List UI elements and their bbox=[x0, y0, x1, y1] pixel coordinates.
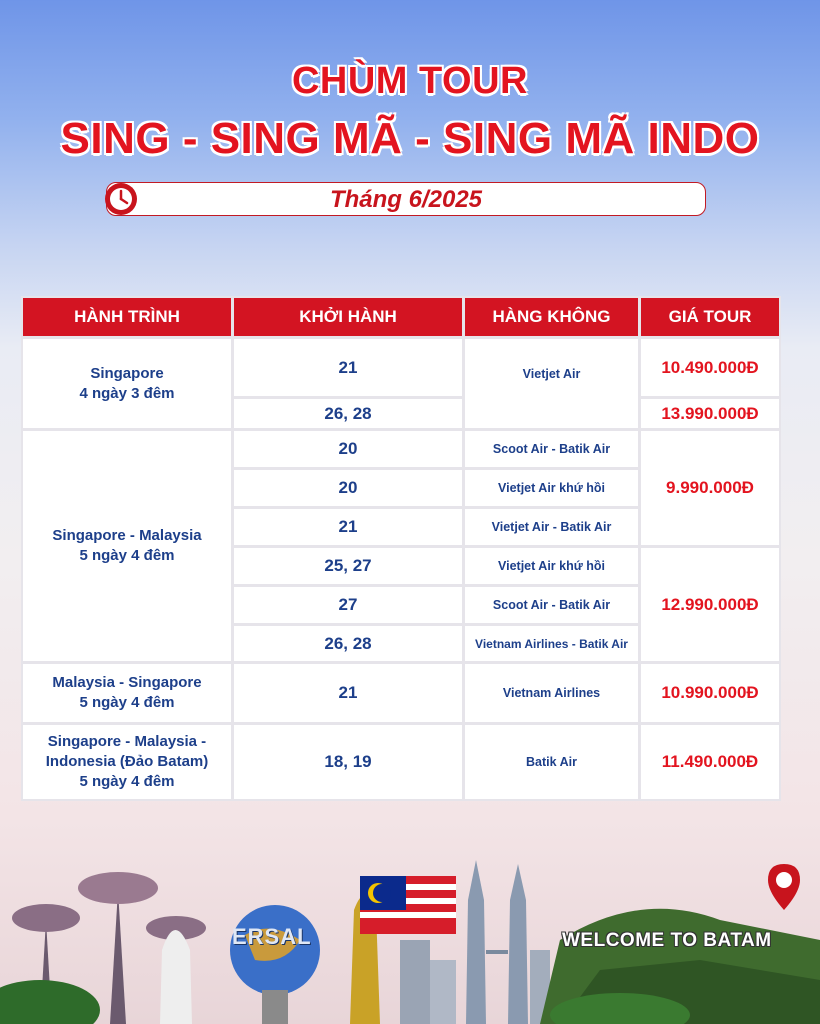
route-singapore bbox=[23, 339, 231, 428]
tour-table bbox=[21, 296, 781, 801]
tour-price: 10.490.000Đ bbox=[641, 339, 779, 396]
tour-price: 12.990.000Đ bbox=[641, 548, 779, 661]
route-name-cont: Indonesia (Đảo Batam) bbox=[45, 753, 209, 770]
title-line-2: SING - SING MÃ - SING MÃ INDO bbox=[60, 114, 760, 163]
airline: Vietjet Air bbox=[465, 339, 638, 428]
col-header-route: HÀNH TRÌNH bbox=[23, 298, 231, 336]
airline: Batik Air bbox=[465, 725, 638, 799]
title-line-1: CHÙM TOUR bbox=[291, 60, 528, 102]
month-text: Tháng 6/2025 bbox=[329, 186, 483, 213]
route-duration: 5 ngày 4 đêm bbox=[79, 547, 175, 564]
airline: Vietnam Airlines - Batik Air bbox=[465, 626, 638, 661]
route-duration: 4 ngày 3 đêm bbox=[79, 384, 175, 402]
route-duration: 5 ngày 4 đêm bbox=[79, 694, 175, 711]
airline: Scoot Air - Batik Air bbox=[465, 431, 638, 467]
tour-price: 11.490.000Đ bbox=[641, 725, 779, 799]
welcome-sign: WELCOME TO BATAM bbox=[562, 930, 772, 951]
departure-date: 25, 27 bbox=[234, 548, 462, 584]
col-header-price: GIÁ TOUR bbox=[641, 298, 779, 336]
departure-date: 26, 28 bbox=[234, 626, 462, 661]
departure-date: 27 bbox=[234, 587, 462, 623]
route-name: Malaysia - Singapore bbox=[52, 674, 202, 691]
route-malaysia-singapore bbox=[23, 664, 231, 722]
malaysia-flag bbox=[360, 876, 456, 934]
airline: Vietjet Air khứ hồi bbox=[465, 470, 638, 506]
globe-lettering: ERSAL bbox=[232, 924, 312, 949]
route-name: Singapore bbox=[90, 364, 164, 382]
departure-date: 20 bbox=[234, 431, 462, 467]
tour-price: 13.990.000Đ bbox=[641, 399, 779, 428]
departure-date: 21 bbox=[234, 509, 462, 545]
merlion-statue bbox=[160, 930, 192, 1024]
route-singapore-malaysia-indonesia bbox=[23, 725, 231, 799]
departure-date: 21 bbox=[234, 339, 462, 396]
departure-date: 18, 19 bbox=[234, 725, 462, 799]
col-header-departure: KHỞI HÀNH bbox=[234, 298, 462, 336]
route-name: Singapore - Malaysia bbox=[52, 527, 202, 544]
petronas-towers bbox=[466, 860, 528, 1024]
route-name: Singapore - Malaysia - bbox=[47, 733, 207, 750]
tour-price: 9.990.000Đ bbox=[641, 431, 779, 545]
airline: Vietnam Airlines bbox=[465, 664, 638, 722]
route-singapore-malaysia bbox=[23, 431, 231, 661]
tour-price: 10.990.000Đ bbox=[641, 664, 779, 722]
departure-date: 26, 28 bbox=[234, 399, 462, 428]
airline: Vietjet Air - Batik Air bbox=[465, 509, 638, 545]
airline: Scoot Air - Batik Air bbox=[465, 587, 638, 623]
location-pin-icon bbox=[768, 864, 800, 910]
route-duration: 5 ngày 4 đêm bbox=[79, 773, 175, 790]
universal-globe bbox=[230, 905, 320, 1024]
airline: Vietjet Air khứ hồi bbox=[465, 548, 638, 584]
departure-date: 21 bbox=[234, 664, 462, 722]
departure-date: 20 bbox=[234, 470, 462, 506]
month-banner bbox=[106, 182, 706, 216]
col-header-airline: HÀNG KHÔNG bbox=[465, 298, 638, 336]
